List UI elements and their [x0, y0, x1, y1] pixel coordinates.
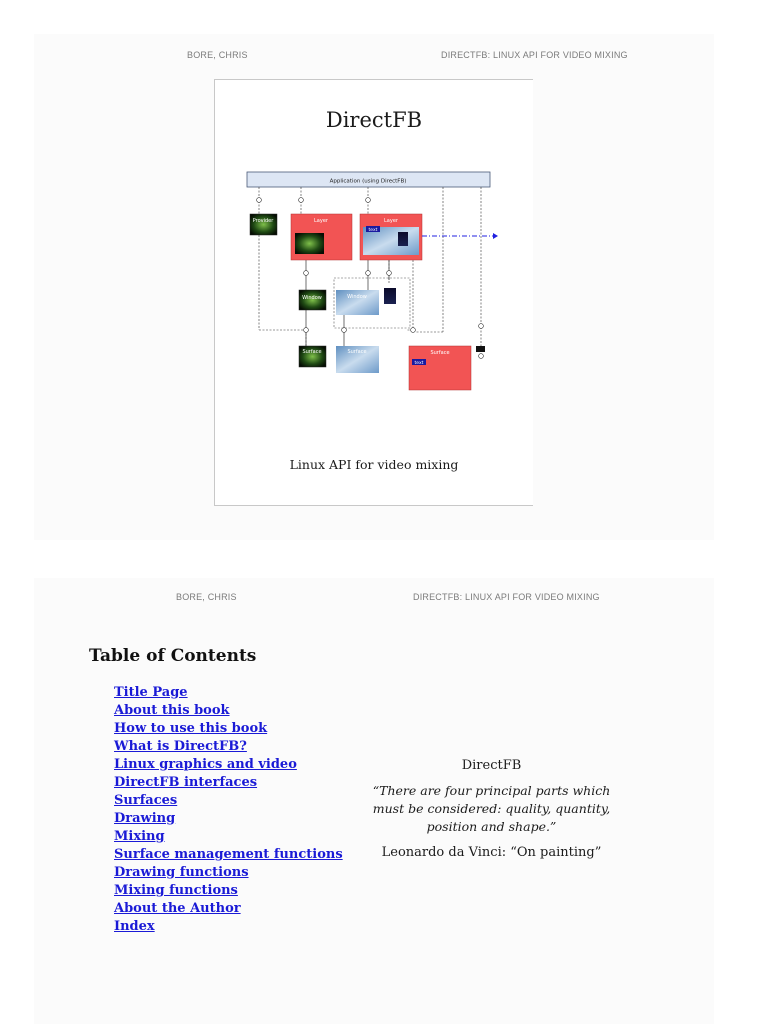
layer-label-1: Layer: [314, 218, 328, 224]
provider-label: Provider: [252, 218, 274, 224]
layer-2-night-image: [398, 232, 408, 246]
epigraph-heading: DirectFB: [461, 758, 522, 773]
surface-label-2: Surface: [347, 349, 367, 355]
surface-label-1: Surface: [302, 349, 322, 355]
window-label-2: Window: [347, 294, 367, 300]
toc-list: [114, 682, 343, 934]
toc-link-title-page[interactable]: Title Page: [114, 685, 188, 700]
toc-link-directfb-interfaces[interactable]: DirectFB interfaces: [114, 775, 258, 790]
toc-link-surface-management[interactable]: Surface management functions: [114, 847, 343, 862]
cover-subtitle: Linux API for video mixing: [289, 457, 459, 472]
toc-link-how-to-use[interactable]: How to use this book: [114, 721, 268, 736]
epigraph: [369, 758, 614, 860]
toc-link-about-author[interactable]: About the Author: [114, 901, 241, 916]
toc-page: [34, 578, 714, 1024]
layer-1-image: [295, 233, 324, 254]
toc-link-surfaces[interactable]: Surfaces: [114, 793, 178, 808]
toc-link-what-is-directfb[interactable]: What is DirectFB?: [114, 739, 247, 754]
toc-link-linux-graphics[interactable]: Linux graphics and video: [114, 757, 297, 772]
cover-page: [34, 34, 714, 540]
text-tag-label: text: [368, 227, 378, 233]
epigraph-quote-line: position and shape.”: [426, 819, 557, 834]
running-header-author: BORE, CHRIS: [187, 50, 248, 60]
surface-label-3: Surface: [430, 350, 450, 356]
toc-link-drawing[interactable]: Drawing: [114, 811, 176, 826]
window-thumbnail-3: [384, 288, 396, 304]
surface-text-tag-label: text: [414, 360, 424, 366]
epigraph-quote-line: must be considered: quality, quantity,: [372, 801, 611, 816]
running-header-author: BORE, CHRIS: [176, 592, 237, 602]
toc-link-index[interactable]: Index: [114, 919, 155, 934]
toc-link-about-this-book[interactable]: About this book: [114, 703, 230, 718]
toc-heading: Table of Contents: [89, 646, 257, 666]
output-arrowhead: [493, 233, 498, 239]
cover-image: [214, 79, 533, 506]
running-header-title: DIRECTFB: LINUX API FOR VIDEO MIXING: [413, 592, 600, 602]
running-header-title: DIRECTFB: LINUX API FOR VIDEO MIXING: [441, 50, 628, 60]
cover-title: DirectFB: [325, 108, 423, 132]
toc-link-mixing-functions[interactable]: Mixing functions: [114, 883, 238, 898]
epigraph-quote-line: “There are four principal parts which: [372, 783, 611, 798]
epigraph-attribution: Leonardo da Vinci: “On painting”: [381, 845, 602, 860]
architecture-diagram: [215, 80, 533, 505]
toc-link-mixing[interactable]: Mixing: [114, 829, 165, 844]
window-label-1: Window: [302, 295, 322, 301]
application-label: Application (using DirectFB): [329, 178, 407, 185]
small-surface-thumbnail: [476, 346, 485, 352]
epigraph-quote: [369, 782, 614, 836]
toc-link-drawing-functions[interactable]: Drawing functions: [114, 865, 249, 880]
layer-label-2: Layer: [384, 218, 398, 224]
